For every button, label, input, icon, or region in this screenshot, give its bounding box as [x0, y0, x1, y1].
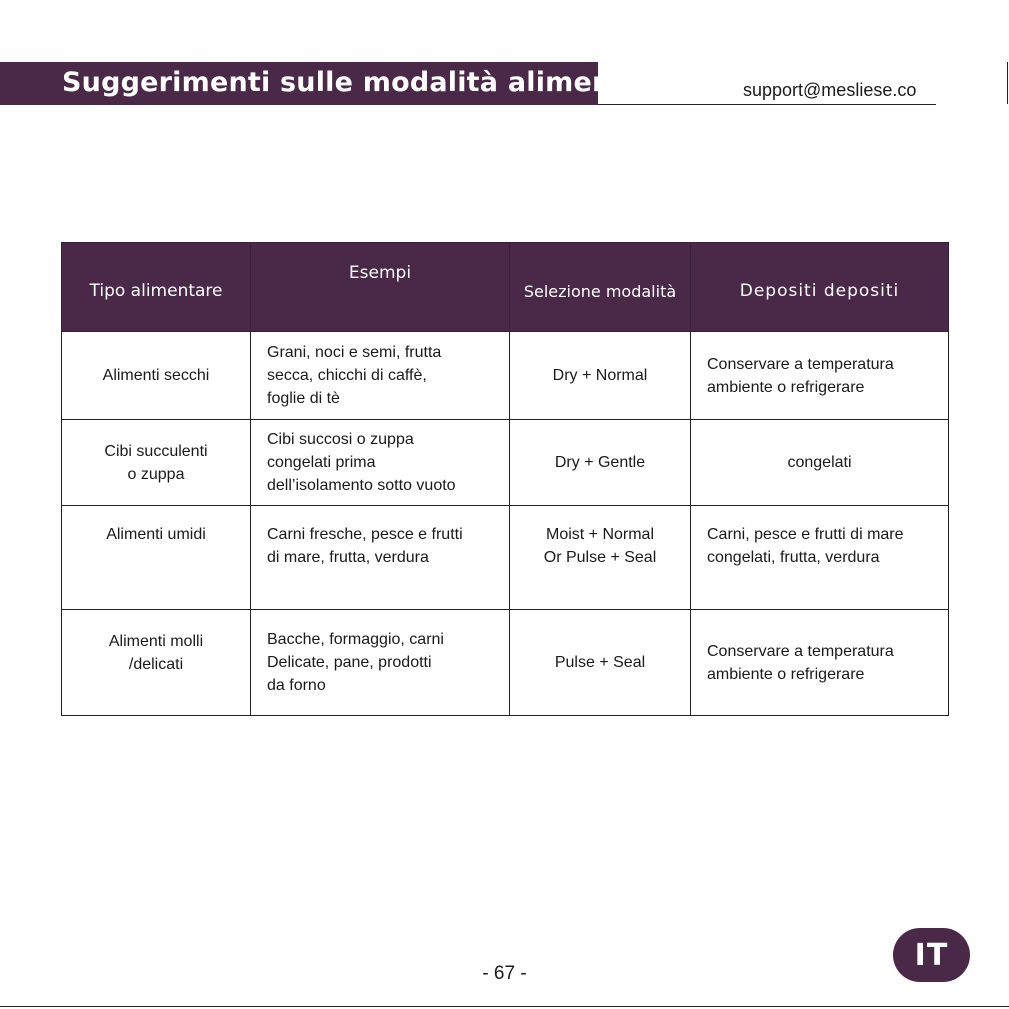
storage-cell: Carni, pesce e frutti di mare congelati, frutta, verdura	[691, 506, 949, 610]
food-type-cell: Alimenti umidi	[62, 506, 251, 610]
food-type-cell: Alimenti secchi	[62, 332, 251, 420]
food-type-cell: Alimenti molli /delicati	[62, 610, 251, 716]
page-number: - 67 -	[482, 963, 527, 984]
storage-cell: Conservare a temperatura ambiente o refrigerare	[691, 610, 949, 716]
header-storage: Depositi depositi	[691, 243, 949, 332]
storage-cell: congelati	[691, 420, 949, 506]
header-rule	[598, 104, 936, 105]
table-row	[62, 506, 949, 610]
table-header-row	[62, 243, 949, 332]
language-badge: IT	[893, 928, 970, 982]
footer-rule	[0, 1006, 1009, 1007]
food-mode-table	[61, 242, 949, 716]
mode-cell: Pulse + Seal	[510, 610, 691, 716]
table-row	[62, 610, 949, 716]
header-food-type: Tipo alimentare	[62, 243, 251, 332]
support-email: support@mesliese.co	[743, 80, 917, 100]
examples-cell: Carni fresche, pesce e frutti di mare, frutta, verdura	[251, 506, 510, 610]
header-mode-selection: Selezione modalità	[510, 243, 691, 332]
corner-mark	[1007, 62, 1008, 104]
storage-cell: Conservare a temperatura ambiente o refrigerare	[691, 332, 949, 420]
mode-cell: Moist + Normal Or Pulse + Seal	[510, 506, 691, 610]
table-row	[62, 332, 949, 420]
mode-cell: Dry + Gentle	[510, 420, 691, 506]
examples-cell: Bacche, formaggio, carni Delicate, pane, prodotti da forno	[251, 610, 510, 716]
header-examples: Esempi	[251, 243, 510, 332]
examples-cell: Grani, noci e semi, frutta secca, chicchi di caffè, foglie di tè	[251, 332, 510, 420]
examples-cell: Cibi succosi o zuppa congelati prima dell’isolamento sotto vuoto	[251, 420, 510, 506]
page-title: Suggerimenti sulle modalità alimentari	[62, 67, 666, 98]
mode-cell: Dry + Normal	[510, 332, 691, 420]
food-type-cell: Cibi succulenti o zuppa	[62, 420, 251, 506]
table-row	[62, 420, 949, 506]
